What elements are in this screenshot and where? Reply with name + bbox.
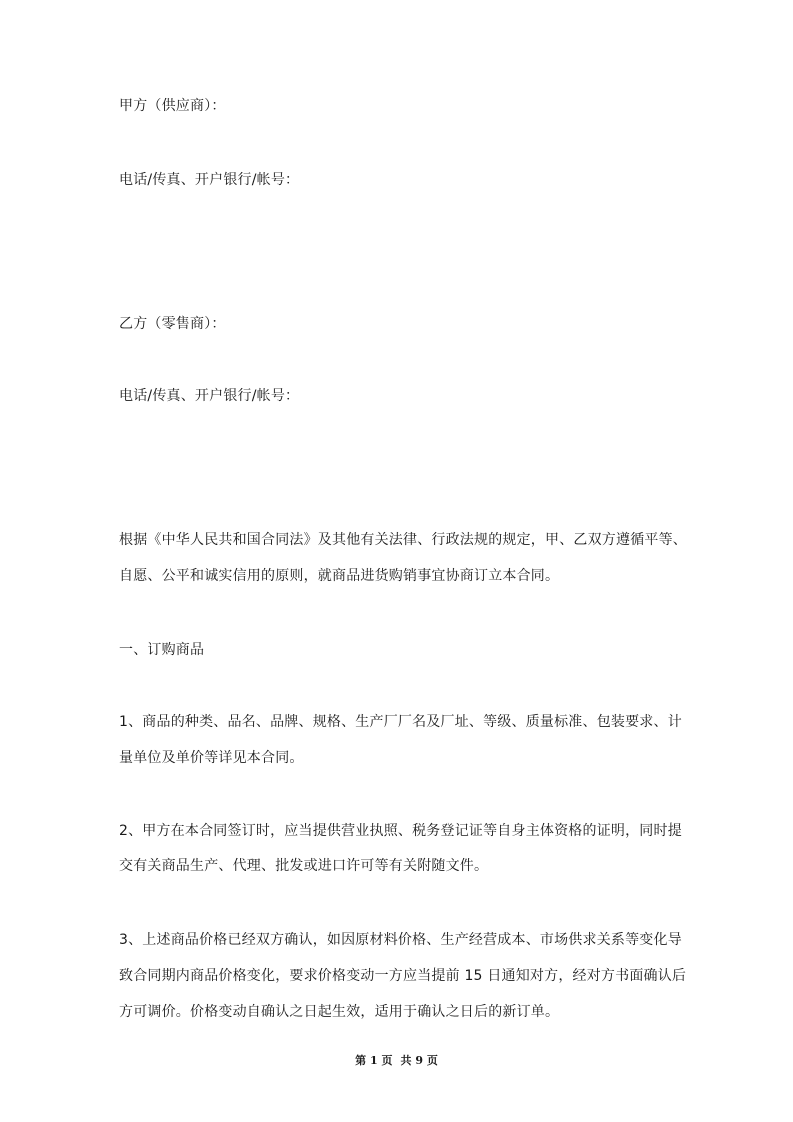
section-1-heading: 一、订购商品 [119, 642, 205, 658]
clause-2-line-1: 2、甲方在本合同签订时，应当提供营业执照、税务登记证等自身主体资格的证明，同时提 [119, 823, 682, 839]
clause-3-line-1: 3、上述商品价格已经双方确认，如因原材料价格、生产经营成本、市场供求关系等变化导 [119, 932, 682, 948]
page-footer [0, 1054, 793, 1068]
clause-1-line-2: 量单位及单价等详见本合同。 [119, 750, 304, 766]
page-total: 共 9 页 [400, 1054, 438, 1067]
preamble-line-1: 根据《中华人民共和国合同法》及其他有关法律、行政法规的规定，甲、乙双方遵循平等、 [119, 532, 687, 548]
clause-3-line-2: 致合同期内商品价格变化，要求价格变动一方应当提前 15 日通知对方，经对方书面确认后 [119, 968, 687, 984]
party-a-contact-label: 电话/传真、开户银行/帐号： [119, 172, 300, 188]
clause-1-line-1: 1、商品的种类、品名、品牌、规格、生产厂厂名及厂址、等级、质量标准、包装要求、计 [119, 714, 682, 730]
party-a-label: 甲方（供应商）： [119, 98, 226, 114]
clause-3-line-3: 方可调价。价格变动自确认之日起生效，适用于确认之日后的新订单。 [119, 1004, 560, 1020]
clause-2-line-2: 交有关商品生产、代理、批发或进口许可等有关附随文件。 [119, 858, 489, 874]
preamble-line-2: 自愿、公平和诚实信用的原则，就商品进货购销事宜协商订立本合同。 [119, 568, 560, 584]
page-number: 第 1 页 [355, 1054, 393, 1067]
party-b-label: 乙方（零售商）： [119, 316, 226, 332]
party-b-contact-label: 电话/传真、开户银行/帐号： [119, 388, 300, 404]
